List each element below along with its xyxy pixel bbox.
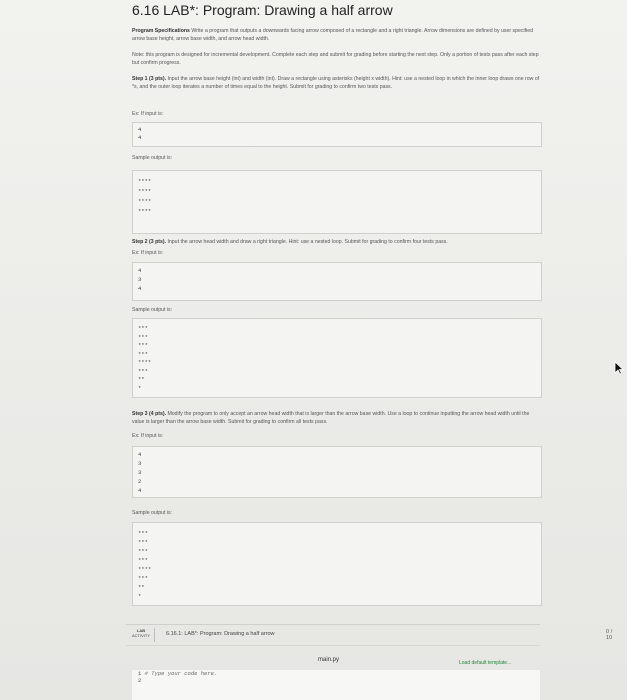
example-input-1-text: 4 4 — [138, 126, 142, 141]
step1-text: Input the arrow base height (int) and width (int). Draw a rectangle using asterisks (height x width). Hint: use a nested loop in which the inner loop draws one row of *s, and the outer loop iterates a number of times equal to the height. Submit for grading to confirm two tests pass. — [132, 76, 540, 90]
load-default-template-link[interactable]: Load default template... — [459, 660, 512, 666]
step2-label: Step 2 (3 pts). — [132, 239, 167, 245]
code-editor[interactable] — [132, 670, 540, 700]
lab-activity-bar — [126, 624, 613, 646]
sample-output-3 — [132, 522, 542, 606]
example-label-2: Ex: If input is: — [132, 250, 164, 256]
score-display: 0 / 10 — [606, 629, 613, 641]
sample-output-2 — [132, 318, 542, 398]
lab-badge-line2: ACTIVITY — [131, 633, 150, 638]
line-number-2: 2 — [138, 677, 142, 684]
sample-label-2: Sample output is: — [132, 307, 173, 313]
example-input-1 — [132, 122, 542, 147]
lab-activity-badge — [130, 628, 155, 642]
page-title: 6.16 LAB*: Program: Drawing a half arrow — [132, 2, 393, 18]
example-label-1: Ex: If input is: — [132, 111, 164, 117]
step1-paragraph — [132, 75, 540, 91]
editor-line-1 — [132, 670, 540, 677]
spec-text: Write a program that outputs a downwards facing arrow composed of a rectangle and a right triangle. Arrow dimensions are defined by user specified arrow base height, arrow base width, and arrow head width. — [132, 28, 534, 42]
step1-label: Step 1 (3 pts). — [132, 76, 167, 82]
code-comment: # Type your code here. — [144, 670, 218, 677]
example-input-2-text: 4 3 4 — [138, 267, 142, 292]
lab-badge-line1: LAB — [136, 628, 146, 633]
step3-text: Modify the program to only accept an arrow head width that is larger than the arrow base width. Use a loop to continue inputting the arrow head width until the value is larger than the arrow base width. Submit for grading to confirm all tests pass. — [132, 411, 530, 425]
lab-activity-title: 6.16.1: LAB*: Program: Drawing a half arrow — [166, 631, 275, 637]
note-paragraph: Note: this program is designed for incremental development. Complete each step and submit for grading before starting the next step. Only a portion of tests pass after each step but confirm progress. — [132, 52, 539, 66]
line-number-1: 1 — [138, 670, 142, 677]
sample-label-1: Sample output is: — [132, 155, 173, 161]
step2-paragraph — [132, 238, 540, 246]
mouse-cursor-icon — [614, 361, 624, 380]
sample-output-2-text: *** *** *** *** **** *** ** * — [138, 325, 152, 392]
filename-tab[interactable]: main.py — [318, 657, 340, 663]
spec-paragraph — [132, 27, 540, 43]
sample-output-1 — [132, 170, 542, 234]
sample-output-1-text: **** **** **** **** — [138, 178, 152, 215]
sample-output-3-text: *** *** *** *** **** *** ** * — [138, 530, 152, 600]
example-input-3-text: 4 3 3 2 4 — [138, 451, 142, 494]
example-input-2 — [132, 262, 542, 301]
example-input-3 — [132, 446, 542, 498]
spec-label: Program Specifications — [132, 28, 190, 34]
step3-paragraph — [132, 410, 540, 426]
step3-label: Step 3 (4 pts). — [132, 411, 167, 417]
editor-line-2 — [132, 677, 540, 684]
example-label-3: Ex: If input is: — [132, 433, 164, 439]
sample-label-3: Sample output is: — [132, 510, 173, 516]
step2-text: Input the arrow head width and draw a right triangle. Hint: use a nested loop. Submit for grading to confirm four tests pass. — [167, 239, 448, 245]
